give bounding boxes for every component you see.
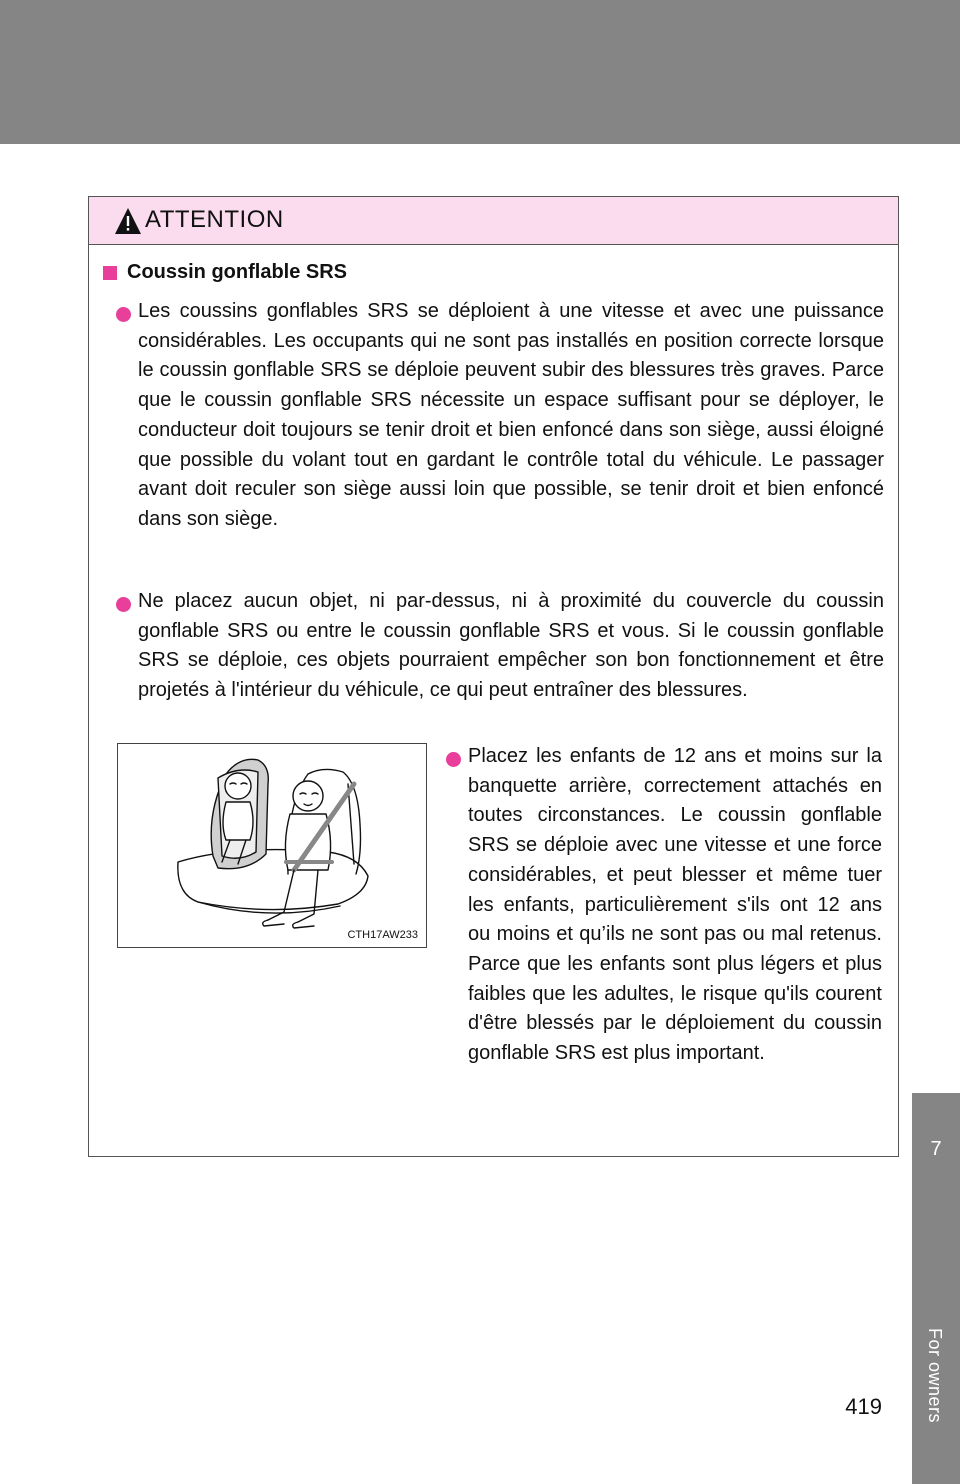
- bullet-text-2: Ne placez aucun objet, ni par-dessus, ni à proximité du couvercle du coussin gonflable SRS ou entre le coussin gonflable SRS et vous. Si le coussin gonflable SRS se déploie, ces objets pourraient empêcher son bon fonctionnement et être projetés à l'intérieur du véhicule, ce qui peut entraîner des blessures.: [138, 590, 884, 702]
- figure-code: CTH17AW233: [347, 929, 418, 941]
- attention-title: ATTENTION: [145, 206, 284, 233]
- top-band: [0, 0, 960, 144]
- bullet-dot-icon: [116, 597, 131, 612]
- chapter-side-tab: [912, 1093, 960, 1484]
- child-seat-illustration: [117, 743, 427, 948]
- bullet-text-3: Placez les enfants de 12 ans et moins sur la banquette arrière, correctement attachés en toutes circonstances. Le coussin gonflable SRS se déploie avec une vitesse et une force considérables, et peut blesser et même tuer les enfants, particulièrement s'ils ont 12 ans ou moins et qu’ils ne sont pas ou mal retenus. Parce que les enfants sont plus légers et plus faibles que les adultes, le risque qu'ils courent d'être blessés par le déploiement du coussin gonflable SRS est plus important.: [468, 745, 882, 1065]
- chapter-number: 7: [930, 1138, 942, 1160]
- bullet-text-1: Les coussins gonflables SRS se déploient à une vitesse et avec une puissance considérables. Les occupants qui ne sont pas installés en position correcte lorsque le coussin gonflable SRS se déploie peuvent subir des blessures très graves. Parce que le coussin gonflable SRS nécessite un espace suffisant pour se déployer, le conducteur doit toujours se tenir droit et bien enfoncé dans son siège, aussi éloigné que possible du volant tout en gardant le contrôle total du véhicule. Le passager avant doit reculer son siège aussi loin que possible, se tenir droit et bien enfoncé dans son siège.: [138, 300, 884, 530]
- section-title: Coussin gonflable SRS: [127, 261, 348, 283]
- attention-header: [89, 197, 898, 245]
- bullet-dot-icon: [116, 307, 131, 322]
- page-number: 419: [845, 1394, 882, 1419]
- square-bullet-icon: [103, 266, 117, 280]
- bullet-dot-icon: [446, 752, 461, 767]
- section-heading: [103, 261, 347, 284]
- chapter-label: For owners: [925, 1328, 945, 1424]
- attention-box: [88, 196, 899, 1157]
- child-seat-drawing: [118, 744, 426, 947]
